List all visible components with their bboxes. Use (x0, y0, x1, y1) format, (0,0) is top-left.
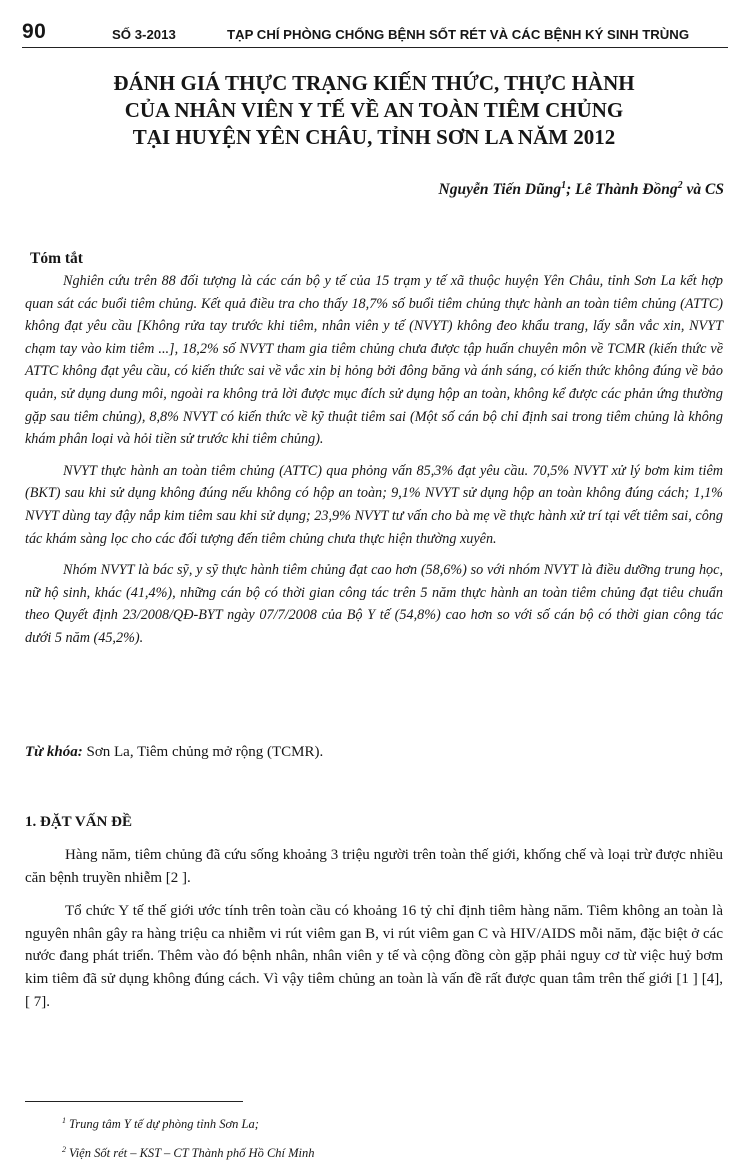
author-suffix: và CS (682, 181, 724, 199)
affiliation-mark: 1 (561, 180, 567, 191)
abstract-paragraph: Nhóm NVYT là bác sỹ, y sỹ thực hành tiêm chủng đạt cao hơn (58,6%) so với nhóm NVYT là điều dưỡng trung học, nữ hộ sinh, khác (41,4%), những cán bộ có thời gian công tác trên 5 năm thực hành an toàn tiêm chủng đạt tiêu chuẩn theo Quyết định 23/2008/QĐ-BYT ngày 07/7/2008 của Bộ Y tế (54,8%) cao hơn so với số cán bộ có thời gian công tác dưới 5 năm (45,2%). (25, 562, 723, 646)
footnote-rule (25, 1101, 243, 1102)
title-line: ĐÁNH GIÁ THỰC TRẠNG KIẾN THỨC, THỰC HÀNH (113, 71, 635, 95)
keywords-label: Từ khóa: (25, 744, 83, 760)
section-body (25, 844, 723, 1024)
running-header (22, 20, 726, 46)
issue-label: SỐ 3-2013 (112, 27, 176, 42)
author-separator: ; (566, 181, 576, 199)
keywords-line (25, 744, 323, 761)
title-line: TẠI HUYỆN YÊN CHÂU, TỈNH SƠN LA NĂM 2012 (132, 125, 616, 149)
article-title (40, 70, 708, 151)
header-rule (22, 47, 728, 48)
abstract-paragraph: NVYT thực hành an toàn tiêm chủng (ATTC) qua phỏng vấn 85,3% đạt yêu cầu. 70,5% NVYT xử lý bơm kim tiêm (BKT) sau khi sử dụng không đúng nếu không có hộp an toàn; 9,1% NVYT sử dụng hộp an toàn không đúng cách; 1,1% NVYT dùng tay đậy nắp kim tiêm sau khi sử dụng; 23,9% NVYT tư vấn cho bà mẹ về thực hành xử trí tại vết tiêm sai, công tác khám sàng lọc cho các đối tượng đến tiêm chủng chưa thực hiện thường xuyên. (25, 462, 723, 547)
footnote (62, 1137, 315, 1166)
footnote-mark: 1 (62, 1116, 66, 1125)
author-line (439, 180, 724, 199)
abstract-body (25, 270, 723, 659)
abstract-paragraph: Nghiên cứu trên 88 đối tượng là các cán bộ y tế của 15 trạm y tế xã thuộc huyện Yên Châu, tỉnh Sơn La kết hợp quan sát các buổi tiêm chủng. Kết quả điều tra cho thấy 18,7% số buổi tiêm chủng thực hành an toàn tiêm chủng (ATTC) không đạt yêu cầu [Không rửa tay trước khi tiêm, nhân viên y tế (NVYT) không đeo khẩu trang, lấy sẵn vắc xin, NVYT chạm tay vào kim tiêm ...], 18,2% số NVYT tham gia tiêm chủng chưa được tập huấn chuyên môn về TCMR (kiến thức về ATTC không đạt yêu cầu, có kiến thức sai về vắc xin bị hỏng bởi đông băng và ánh sáng, có kiến thức không đúng về bảo quản, sử dụng dung môi, ngoài ra không trả lời được mục đích sử dụng hộp an toàn, không kể được các phản ứng thường gặp sau tiêm chủng), 8,8% NVYT có kiến thức về kỹ thuật tiêm sai (Một số cán bộ chỉ định sai trong tiêm chủng là không khám phân loại và hỏi tiền sử trước khi tiêm chủng). (25, 273, 723, 448)
footnote-text: Viện Sốt rét – KST – CT Thành phố Hồ Chí Minh (69, 1146, 315, 1161)
abstract-heading: Tóm tắt (30, 250, 83, 267)
body-paragraph: Hàng năm, tiêm chủng đã cứu sống khoảng 3 triệu người trên toàn thế giới, khống chế và loại trừ được nhiều căn bệnh truyền nhiễm [2 ]. (25, 847, 723, 886)
affiliation-mark: 2 (677, 180, 683, 191)
page-number: 90 (22, 20, 47, 43)
author-name: Lê Thành Đồng (575, 181, 678, 199)
keywords-text: Sơn La, Tiêm chủng mở rộng (TCMR). (82, 744, 324, 760)
body-paragraph: Tổ chức Y tế thế giới ước tính trên toàn cầu có khoảng 16 tỷ chỉ định tiêm hàng năm. Tiêm không an toàn là nguyên nhân gây ra hàng triệu ca nhiễm vi rút viêm gan B, vi rút viêm gan C và HIV/AIDS mỗi năm, đặc biệt ở các nước đang phát triển. Thêm vào đó bệnh nhân, nhân viên y tế và cộng đồng còn gặp phải nguy cơ từ việc huỷ bơm kim tiêm đã sử dụng không đúng cách. Vì vậy tiêm chủng an toàn là vấn đề rất được quan tâm trên thế giới [1 ] [4], [ 7]. (25, 903, 723, 1010)
author-name: Nguyễn Tiến Dũng (438, 181, 562, 199)
footnote-text: Trung tâm Y tế dự phòng tỉnh Sơn La; (69, 1117, 259, 1132)
footnote-mark: 2 (62, 1145, 66, 1155)
footnotes (62, 1108, 315, 1166)
title-line: CỦA NHÂN VIÊN Y TẾ VỀ AN TOÀN TIÊM CHỦNG (124, 98, 624, 122)
section-heading: 1. ĐẶT VẤN ĐỀ (25, 814, 132, 830)
footnote (62, 1108, 315, 1137)
journal-name: TẠP CHÍ PHÒNG CHỐNG BỆNH SỐT RÉT VÀ CÁC BỆNH KÝ SINH TRÙNG (227, 27, 690, 42)
